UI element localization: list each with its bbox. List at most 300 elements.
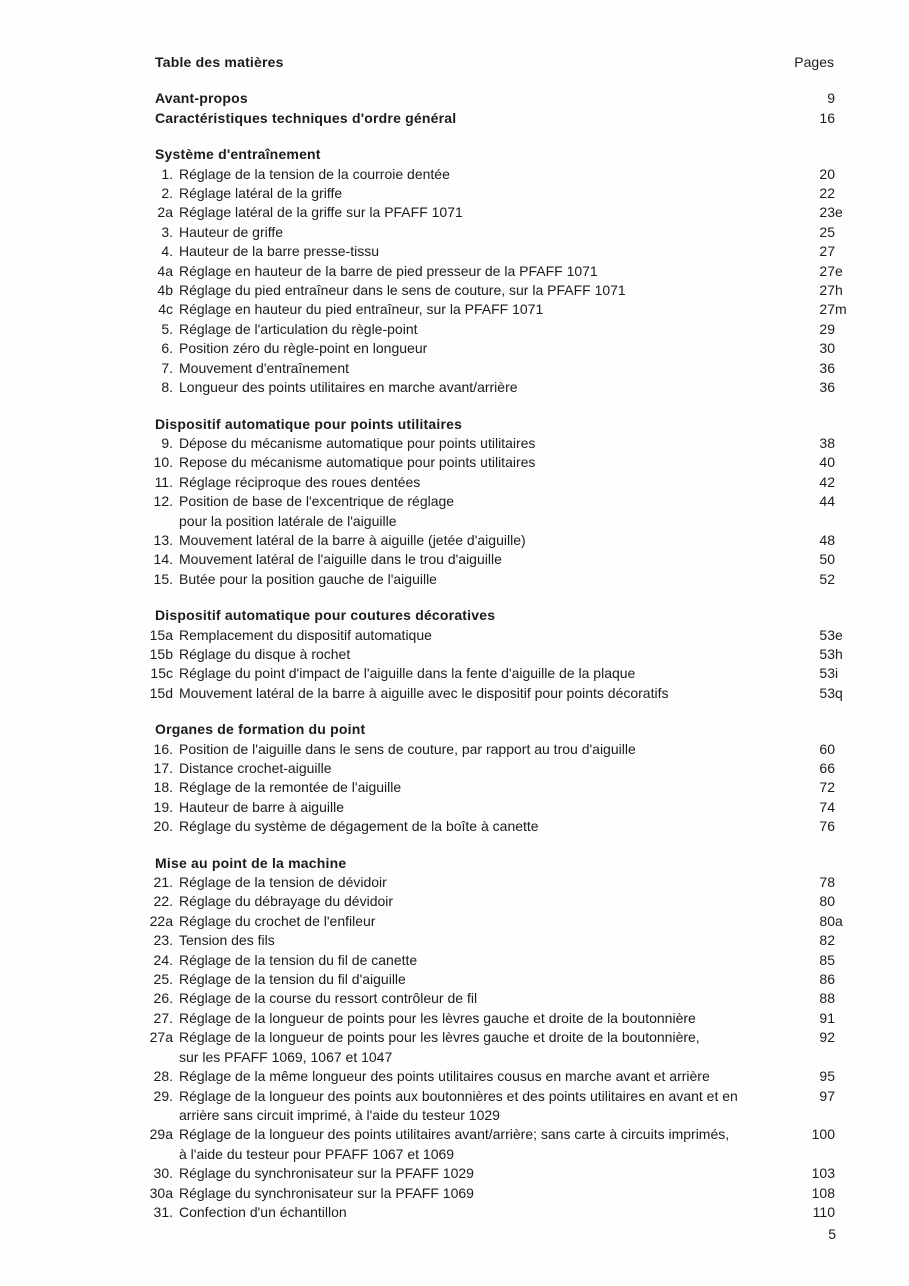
toc-item [146, 434, 848, 453]
toc-item-page [805, 626, 848, 645]
toc-item-number: 21. [153, 874, 173, 891]
toc-item-page-number: 92 [819, 1029, 835, 1046]
toc-item-page-suffix [835, 109, 848, 128]
toc-item-label [179, 970, 406, 989]
toc-item-page-number: 27 [819, 262, 835, 279]
toc-item-label [179, 242, 379, 261]
toc-item-label [179, 550, 502, 569]
toc-item-label-line: Réglage latéral de la griffe sur la PFAFF 1071 [179, 204, 463, 221]
toc-item [146, 912, 848, 931]
front-matter-page [805, 89, 848, 108]
toc-item-page [805, 817, 848, 836]
toc-item-number: 15d [149, 684, 173, 701]
toc-item-page-number: 103 [811, 1165, 835, 1182]
front-matter-label: Caractéristiques techniques d'ordre général [155, 109, 457, 126]
toc-item-label [179, 740, 636, 759]
toc-section [146, 854, 848, 1223]
toc-item-page-suffix [835, 931, 848, 950]
toc-item-page [805, 550, 848, 569]
toc-item [146, 1203, 848, 1222]
toc-item-page-suffix [835, 798, 848, 817]
toc-section [146, 720, 848, 836]
toc-item-label-line: à l'aide du testeur pour PFAFF 1067 et 1069 [179, 1145, 455, 1162]
toc-item-label-line: sur les PFAFF 1069, 1067 et 1047 [179, 1048, 393, 1065]
toc-item-number: 4. [161, 243, 173, 260]
toc-item-page-suffix [835, 951, 848, 970]
toc-item-page-suffix [835, 89, 848, 108]
toc-item-page-suffix [835, 570, 848, 589]
page-folio: 5 [828, 1226, 836, 1243]
toc-section-heading: Dispositif automatique pour coutures décoratives [155, 607, 496, 624]
toc-item-label-line: Mouvement d'entraînement [179, 359, 349, 376]
toc-item-page-number: 86 [819, 971, 835, 988]
toc-item-page [805, 570, 848, 589]
toc-item-page [805, 798, 848, 817]
toc-item-number: 18. [153, 779, 173, 796]
toc-item-label-line: arrière sans circuit imprimé, à l'aide du testeur 1029 [179, 1106, 500, 1123]
toc-item-page-suffix [835, 1184, 848, 1203]
toc-section-heading: Dispositif automatique pour points utilitaires [155, 415, 463, 432]
toc-item-number: 20. [153, 818, 173, 835]
toc-item-page [805, 242, 848, 261]
toc-item [146, 320, 848, 339]
toc-item-page [805, 320, 848, 339]
toc-item-label-line: Longueur des points utilitaires en marche avant/arrière [179, 379, 518, 396]
toc-item-page-number: 53 [819, 626, 835, 643]
toc-item-page-number: 52 [819, 570, 835, 587]
front-matter-row [146, 89, 848, 108]
toc-item-number: 28. [153, 1068, 173, 1085]
toc-item-page [805, 359, 848, 378]
toc-item [146, 300, 848, 319]
toc-item-page [805, 203, 848, 222]
toc-item-number: 27. [153, 1009, 173, 1026]
toc-item-label-line: Réglage du disque à rochet [179, 645, 351, 662]
toc-item-page-suffix [835, 817, 848, 836]
toc-item-page-suffix [835, 223, 848, 242]
toc-item-page [805, 912, 848, 931]
toc-item [146, 184, 848, 203]
toc-section-heading: Organes de formation du point [155, 721, 366, 738]
toc-item-page-suffix [835, 550, 848, 569]
toc-item-label [179, 531, 526, 550]
toc-item-page [805, 892, 848, 911]
toc-item-page-number: 60 [819, 740, 835, 757]
toc-item-page-number: 40 [819, 454, 835, 471]
toc-item-page [805, 531, 848, 550]
toc-item-page-suffix: h [835, 645, 843, 662]
toc-item-page-suffix: e [835, 262, 843, 279]
toc-item-page-suffix [835, 339, 848, 358]
toc-item-label-line: Réglage du synchronisateur sur la PFAFF 1069 [179, 1184, 474, 1201]
toc-item-page-suffix: a [835, 912, 843, 929]
toc-item-number: 29a [149, 1126, 173, 1143]
toc-item-label [179, 1009, 696, 1028]
toc-item-page-number: 25 [819, 223, 835, 240]
toc-item-page-number: 91 [819, 1009, 835, 1026]
toc-item-label-line: Réglage de la course du ressort contrôleur de fil [179, 990, 478, 1007]
toc-item-label-line: Dépose du mécanisme automatique pour points utilitaires [179, 434, 536, 451]
toc-item-page [805, 1067, 848, 1086]
toc-item-page [805, 1028, 848, 1047]
toc-item-label-line: Hauteur de griffe [179, 223, 284, 240]
toc-item-label-line: Mouvement latéral de la barre à aiguille (jetée d'aiguille) [179, 531, 526, 548]
toc-item-label-line: Réglage de la longueur de points pour les lèvres gauche et droite de la boutonnière, [179, 1029, 700, 1046]
toc-item [146, 970, 848, 989]
toc-item [146, 626, 848, 645]
toc-item-number: 2. [161, 185, 173, 202]
toc-item-page-number: 66 [819, 760, 835, 776]
toc-item-label [179, 892, 393, 911]
toc-item-page-suffix: h [835, 282, 843, 299]
toc-item-page-suffix [835, 359, 848, 378]
toc-item-label-line: Réglage réciproque des roues dentées [179, 473, 421, 490]
toc-item-label-line: Réglage de la tension du fil d'aiguille [179, 971, 406, 988]
toc-item-page-number: 74 [819, 798, 835, 815]
toc-item [146, 664, 848, 683]
toc-item [146, 1028, 848, 1067]
toc-item-label [179, 1203, 347, 1222]
toc-item [146, 740, 848, 759]
toc-item [146, 339, 848, 358]
toc-item-page [805, 165, 848, 184]
toc-item-page [805, 1203, 848, 1222]
toc-item-page [805, 453, 848, 472]
toc-item [146, 951, 848, 970]
toc-item-page-number: 27 [819, 282, 835, 299]
toc-item-page-number: 50 [819, 551, 835, 568]
toc-item-label-line: Réglage en hauteur du pied entraîneur, sur la PFAFF 1071 [179, 301, 544, 318]
toc-item-number: 22. [153, 893, 173, 910]
toc-item-label [179, 684, 669, 703]
toc-item-label [179, 912, 375, 931]
toc-item-label-line: Réglage de l'articulation du règle-point [179, 320, 418, 337]
toc-item-page [805, 262, 848, 281]
toc-item [146, 242, 848, 261]
toc-item-label-line: Remplacement du dispositif automatique [179, 626, 432, 643]
toc-item-number: 4a [157, 262, 173, 279]
toc-item-number: 27a [149, 1029, 173, 1046]
toc-item-page-number: 30 [819, 340, 835, 357]
toc-sections [146, 145, 848, 1222]
toc-item-label-line: Réglage du pied entraîneur dans le sens de couture, sur la PFAFF 1071 [179, 282, 626, 299]
toc-item [146, 759, 848, 778]
toc-item-number: 22a [149, 912, 173, 929]
toc-item-label-line: Mouvement latéral de l'aiguille dans le trou d'aiguille [179, 551, 502, 568]
toc-item [146, 165, 848, 184]
toc-item-page-number: 22 [819, 185, 835, 202]
toc-item [146, 1087, 848, 1126]
toc-item-label-line: Position de base de l'excentrique de réglage [179, 493, 455, 510]
toc-item-label-line: Tension des fils [179, 932, 275, 949]
toc-item [146, 645, 848, 664]
toc-item-number: 2a [157, 204, 173, 221]
toc-item-page-suffix [835, 1028, 848, 1047]
page-folio-row [146, 1225, 848, 1244]
toc-item [146, 1184, 848, 1203]
toc-item-page-suffix [835, 184, 848, 203]
toc-item-page-suffix [835, 320, 848, 339]
toc-item-page-suffix [835, 989, 848, 1008]
toc-item-label-line: Réglage de la même longueur des points utilitaires cousus en marche avant et arrière [179, 1068, 710, 1085]
toc-item-number: 30. [153, 1165, 173, 1182]
toc-item-page-number: 44 [819, 493, 835, 510]
toc-item [146, 684, 848, 703]
toc-item-page-number: 76 [819, 818, 835, 835]
toc-item-label-line: Distance crochet-aiguille [179, 760, 332, 776]
toc-item-label-line: Réglage du synchronisateur sur la PFAFF 1029 [179, 1165, 474, 1182]
toc-item-page-number: 82 [819, 932, 835, 949]
toc-item-page-number: 9 [827, 90, 835, 107]
toc-item-label [179, 778, 401, 797]
toc-item-page [805, 378, 848, 397]
toc-item [146, 817, 848, 836]
toc-section [146, 415, 848, 590]
toc-item-number: 19. [153, 798, 173, 815]
toc-item-page-suffix [835, 165, 848, 184]
front-matter-label: Avant-propos [155, 90, 248, 107]
toc-item [146, 778, 848, 797]
toc-item-number: 6. [161, 340, 173, 357]
toc-item-number: 31. [153, 1203, 173, 1220]
toc-item-label-line: Confection d'un échantillon [179, 1203, 347, 1220]
toc-item-page-suffix [835, 759, 848, 778]
toc-item-page-number: 100 [811, 1126, 835, 1143]
toc-item-page-number: 80 [819, 893, 835, 910]
toc-item-page [805, 1009, 848, 1028]
toc-item-number: 25. [153, 971, 173, 988]
toc-item [146, 262, 848, 281]
toc-item-page-suffix [835, 1009, 848, 1028]
toc-item-label-line: Butée pour la position gauche de l'aiguille [179, 570, 437, 587]
toc-item-page [805, 759, 848, 778]
toc-item-label [179, 300, 543, 319]
toc-item-number: 12. [153, 493, 173, 510]
toc-item-page-suffix: e [835, 204, 843, 221]
toc-item [146, 1067, 848, 1086]
toc-item-label-line: Réglage de la tension de dévidoir [179, 874, 387, 891]
toc-item-label [179, 759, 332, 778]
toc-item-label-line: Réglage de la remontée de l'aiguille [179, 779, 402, 796]
toc-item-label-line: Réglage du point d'impact de l'aiguille dans la fente d'aiguille de la plaque [179, 665, 636, 682]
toc-item-label-line: Réglage de la tension de la courroie dentée [179, 165, 450, 182]
toc-item-page [805, 473, 848, 492]
toc-content [146, 53, 848, 1245]
toc-item-number: 4b [157, 282, 173, 299]
toc-item-page-suffix [835, 453, 848, 472]
toc-item-page-number: 38 [819, 434, 835, 451]
toc-item-label [179, 645, 350, 664]
toc-item-number: 30a [149, 1184, 173, 1201]
toc-item [146, 989, 848, 1008]
toc-header [146, 53, 848, 72]
toc-item-page-suffix [835, 778, 848, 797]
toc-item-label [179, 570, 437, 589]
toc-item-number: 1. [161, 165, 173, 182]
toc-item-label-line: Hauteur de la barre presse-tissu [179, 243, 379, 260]
toc-item-label [179, 453, 535, 472]
toc-item-page-suffix [835, 1125, 848, 1144]
toc-item-label [179, 1164, 474, 1183]
toc-item [146, 550, 848, 569]
toc-item-page-number: 95 [819, 1068, 835, 1085]
toc-item-number: 3. [161, 223, 173, 240]
toc-item-number: 14. [153, 551, 173, 568]
toc-item-page-suffix [835, 1164, 848, 1183]
toc-item-page-number: 53 [819, 665, 835, 682]
toc-item-page-number: 16 [819, 109, 835, 126]
toc-item-page-suffix: e [835, 626, 843, 643]
toc-item-page-number: 27 [819, 243, 835, 260]
toc-item-number: 15a [149, 626, 173, 643]
toc-item-page-number: 36 [819, 359, 835, 376]
toc-item-label [179, 873, 387, 892]
toc-section-heading: Mise au point de la machine [155, 854, 347, 871]
toc-item-number: 17. [153, 760, 173, 776]
toc-item-number: 15c [150, 665, 173, 682]
toc-front-matter [146, 89, 848, 128]
toc-item-number: 9. [161, 434, 173, 451]
toc-item-label [179, 951, 417, 970]
toc-item-page-number: 78 [819, 874, 835, 891]
toc-item-page-suffix: i [835, 665, 839, 682]
toc-item-label-line: Réglage du crochet de l'enfileur [179, 912, 376, 929]
toc-item [146, 892, 848, 911]
toc-item-label-line: Réglage du système de dégagement de la boîte à canette [179, 818, 539, 835]
toc-item-page [805, 1164, 848, 1183]
toc-item-page-number: 27 [819, 301, 835, 318]
toc-item-label [179, 1087, 738, 1126]
toc-item [146, 453, 848, 472]
toc-item-page-suffix [835, 242, 848, 261]
toc-item-page-number: 85 [819, 951, 835, 968]
toc-item-page [805, 492, 848, 511]
toc-item-label [179, 492, 454, 531]
toc-item [146, 203, 848, 222]
toc-item-label-line: Réglage de la tension du fil de canette [179, 951, 418, 968]
toc-item-label [179, 434, 535, 453]
toc-item-label [179, 989, 477, 1008]
toc-item-page-number: 88 [819, 990, 835, 1007]
toc-item-label [179, 262, 598, 281]
toc-item [146, 223, 848, 242]
toc-item-number: 4c [158, 301, 173, 318]
front-matter-page [805, 109, 848, 128]
toc-item-number: 8. [161, 379, 173, 396]
toc-item-page [805, 989, 848, 1008]
toc-item-page-suffix: m [835, 301, 847, 318]
toc-item [146, 281, 848, 300]
toc-item-page [805, 664, 848, 683]
toc-item-label [179, 1125, 729, 1164]
toc-item-label [179, 931, 275, 950]
toc-item [146, 570, 848, 589]
toc-item-page [805, 684, 848, 703]
toc-item-page [805, 778, 848, 797]
toc-item [146, 1009, 848, 1028]
toc-item-page [805, 931, 848, 950]
toc-item-label-line: Repose du mécanisme automatique pour points utilitaires [179, 454, 536, 471]
toc-item-page-suffix [835, 1203, 848, 1222]
toc-item-page-number: 72 [819, 779, 835, 796]
toc-item-page-suffix [835, 873, 848, 892]
toc-item-label [179, 184, 342, 203]
toc-item-page-suffix [835, 1087, 848, 1106]
toc-item-page [805, 873, 848, 892]
toc-item [146, 873, 848, 892]
toc-item-page [805, 1184, 848, 1203]
toc-item-number: 16. [153, 740, 173, 757]
toc-item [146, 798, 848, 817]
toc-item-page-number: 36 [819, 379, 835, 396]
toc-item-page-number: 108 [811, 1184, 835, 1201]
toc-item-page-suffix [835, 492, 848, 511]
toc-item-label [179, 626, 432, 645]
toc-item [146, 931, 848, 950]
toc-item-page-number: 80 [819, 912, 835, 929]
toc-item-label [179, 223, 283, 242]
toc-item-number: 15. [153, 570, 173, 587]
toc-item [146, 359, 848, 378]
toc-item-number: 15b [149, 645, 173, 662]
toc-item-label [179, 165, 450, 184]
toc-item-number: 11. [154, 473, 173, 490]
toc-item-page-suffix [835, 378, 848, 397]
toc-item-label [179, 1028, 700, 1067]
toc-item [146, 473, 848, 492]
toc-item-page [805, 970, 848, 989]
toc-section-heading: Système d'entraînement [155, 146, 321, 163]
toc-item [146, 492, 848, 531]
toc-item-page-suffix [835, 1067, 848, 1086]
toc-item-page-suffix [835, 892, 848, 911]
pages-column-label: Pages [794, 54, 834, 70]
toc-item-label-line: Réglage de la longueur des points aux boutonnières et des points utilitaires en avant et en [179, 1087, 738, 1104]
toc-item-page-suffix: q [835, 684, 843, 701]
toc-item-label [179, 817, 539, 836]
toc-item-page-number: 23 [819, 204, 835, 221]
toc-item-page [805, 281, 848, 300]
toc-item-label [179, 378, 518, 397]
toc-item-label-line: Réglage latéral de la griffe [179, 185, 343, 202]
toc-item-page [805, 951, 848, 970]
toc-item-page-number: 29 [819, 320, 835, 337]
toc-item [146, 378, 848, 397]
toc-section [146, 145, 848, 397]
toc-item-page [805, 339, 848, 358]
toc-item-page-number: 97 [819, 1087, 835, 1104]
toc-item-page [805, 223, 848, 242]
toc-item-number: 23. [153, 932, 173, 949]
toc-item-page [805, 1087, 848, 1106]
toc-item-label [179, 203, 463, 222]
toc-item-label [179, 359, 349, 378]
toc-item-page-number: 20 [819, 165, 835, 182]
toc-item-page [805, 300, 848, 319]
toc-item-number: 24. [153, 951, 173, 968]
front-matter-row [146, 109, 848, 128]
toc-item-label-line: Réglage de la longueur des points utilitaires avant/arrière; sans carte à circuits imprimés, [179, 1126, 730, 1143]
toc-item-page-number: 53 [819, 645, 835, 662]
toc-item-page [805, 184, 848, 203]
toc-item-label-line: Réglage du débrayage du dévidoir [179, 893, 394, 910]
toc-item-label [179, 281, 626, 300]
toc-item-number: 5. [161, 320, 173, 337]
toc-item-number: 10. [153, 454, 173, 471]
toc-item-label-line: Hauteur de barre à aiguille [179, 798, 344, 815]
toc-item-page-number: 42 [819, 473, 835, 490]
toc-item-label-line: Position de l'aiguille dans le sens de couture, par rapport au trou d'aiguille [179, 740, 636, 757]
